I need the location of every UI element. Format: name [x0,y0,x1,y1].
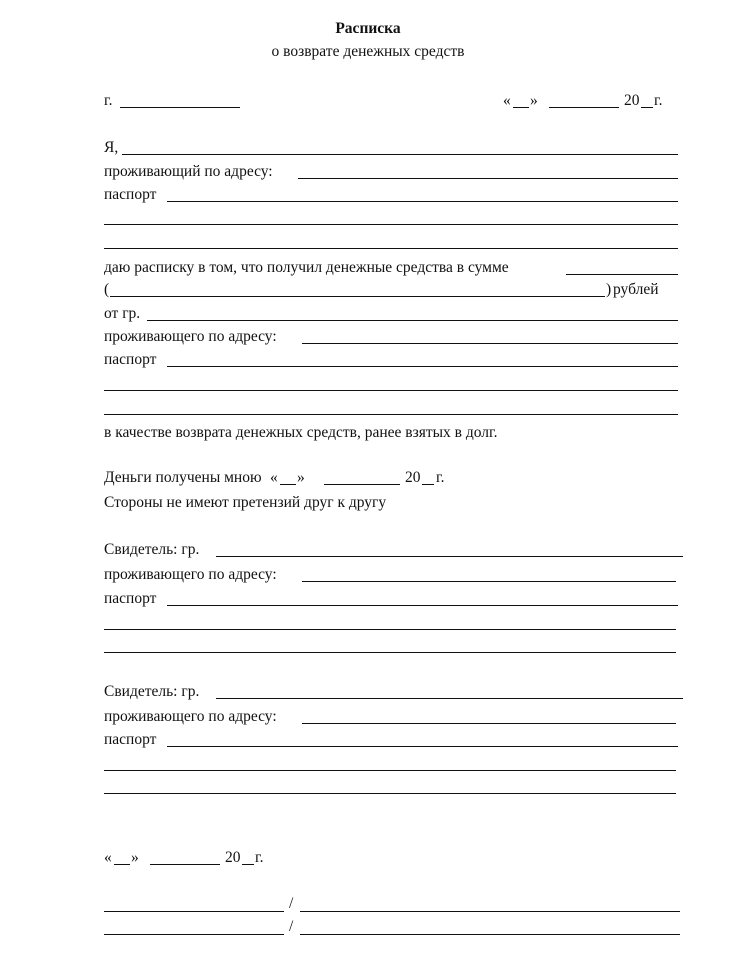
year-prefix: 20 [624,92,640,109]
received-year-blank [422,484,434,485]
name-blank [122,154,678,155]
date-close-quote: » [530,92,538,109]
signature-1-blank [104,911,284,912]
witness-1-name-blank [216,556,683,557]
purpose-text: в качестве возврата денежных средств, ранее взятых в долг. [104,424,498,441]
witness-2-line-2 [104,770,676,771]
witness-1-residing-label: проживающего по адресу: [104,566,277,583]
witness-2-residing-label: проживающего по адресу: [104,708,277,725]
ya-label: Я, [104,139,119,156]
final-day-blank [114,864,130,865]
received-year-suffix: г. [436,469,445,486]
witness-2-line-3 [104,793,676,794]
money-received-text: Деньги получены мною [104,469,262,486]
final-month-blank [150,864,220,865]
sum-blank [566,274,678,275]
passport-label: паспорт [104,186,157,203]
passport-line-2 [104,224,678,225]
witness-2-name-blank [216,698,683,699]
final-year-suffix: г. [255,849,264,866]
lender-passport-blank [167,366,678,367]
received-year-prefix: 20 [405,469,421,486]
receipt-text: даю расписку в том, что получил денежные средства в сумме [104,259,509,276]
lender-name-blank [147,320,678,321]
month-blank [549,107,619,108]
witness-2-passport-label: паспорт [104,731,157,748]
witness-2-address-blank [302,723,676,724]
no-claims-text: Стороны не имеют претензий друг к другу [104,494,387,511]
witness-1-passport-label: паспорт [104,590,157,607]
lender-residing-label: проживающего по адресу: [104,328,277,345]
city-label: г. [104,92,113,109]
from-label: от гр. [104,305,141,322]
final-date-open-quote: « [104,849,112,866]
received-day-blank [280,484,296,485]
signature-1-name-blank [300,911,680,912]
paren-open: ( [104,281,110,298]
document-title: Расписка [335,20,401,37]
witness-1-label: Свидетель: гр. [104,541,200,558]
received-open-quote: « [270,469,278,486]
final-year-prefix: 20 [225,849,241,866]
lender-line-3 [104,414,678,415]
date-open-quote: « [503,92,511,109]
year-suffix: г. [654,92,663,109]
passport-blank [167,201,678,202]
signature-2-slash: / [289,918,294,935]
lender-passport-label: паспорт [104,351,157,368]
day-blank [513,107,529,108]
lender-line-2 [104,390,678,391]
witness-2-passport-blank [167,746,678,747]
passport-line-3 [104,248,678,249]
residing-label: проживающий по адресу: [104,163,273,180]
witness-1-passport-blank [167,605,678,606]
lender-address-blank [302,343,678,344]
witness-1-address-blank [302,581,676,582]
final-year-blank [242,864,254,865]
signature-1-slash: / [289,895,294,912]
received-month-blank [324,484,400,485]
witness-1-line-3 [104,652,676,653]
document-subtitle: о возврате денежных средств [271,43,465,60]
address-blank [298,178,678,179]
paren-close: ) [606,281,612,298]
signature-2-name-blank [300,934,680,935]
signature-2-blank [104,934,284,935]
sum-words-blank [110,296,605,297]
year-blank [641,107,653,108]
final-date-close-quote: » [131,849,139,866]
witness-1-line-2 [104,629,676,630]
received-close-quote: » [297,469,305,486]
city-blank [120,107,240,108]
witness-2-label: Свидетель: гр. [104,683,200,700]
rubles-label: рублей [613,281,659,298]
